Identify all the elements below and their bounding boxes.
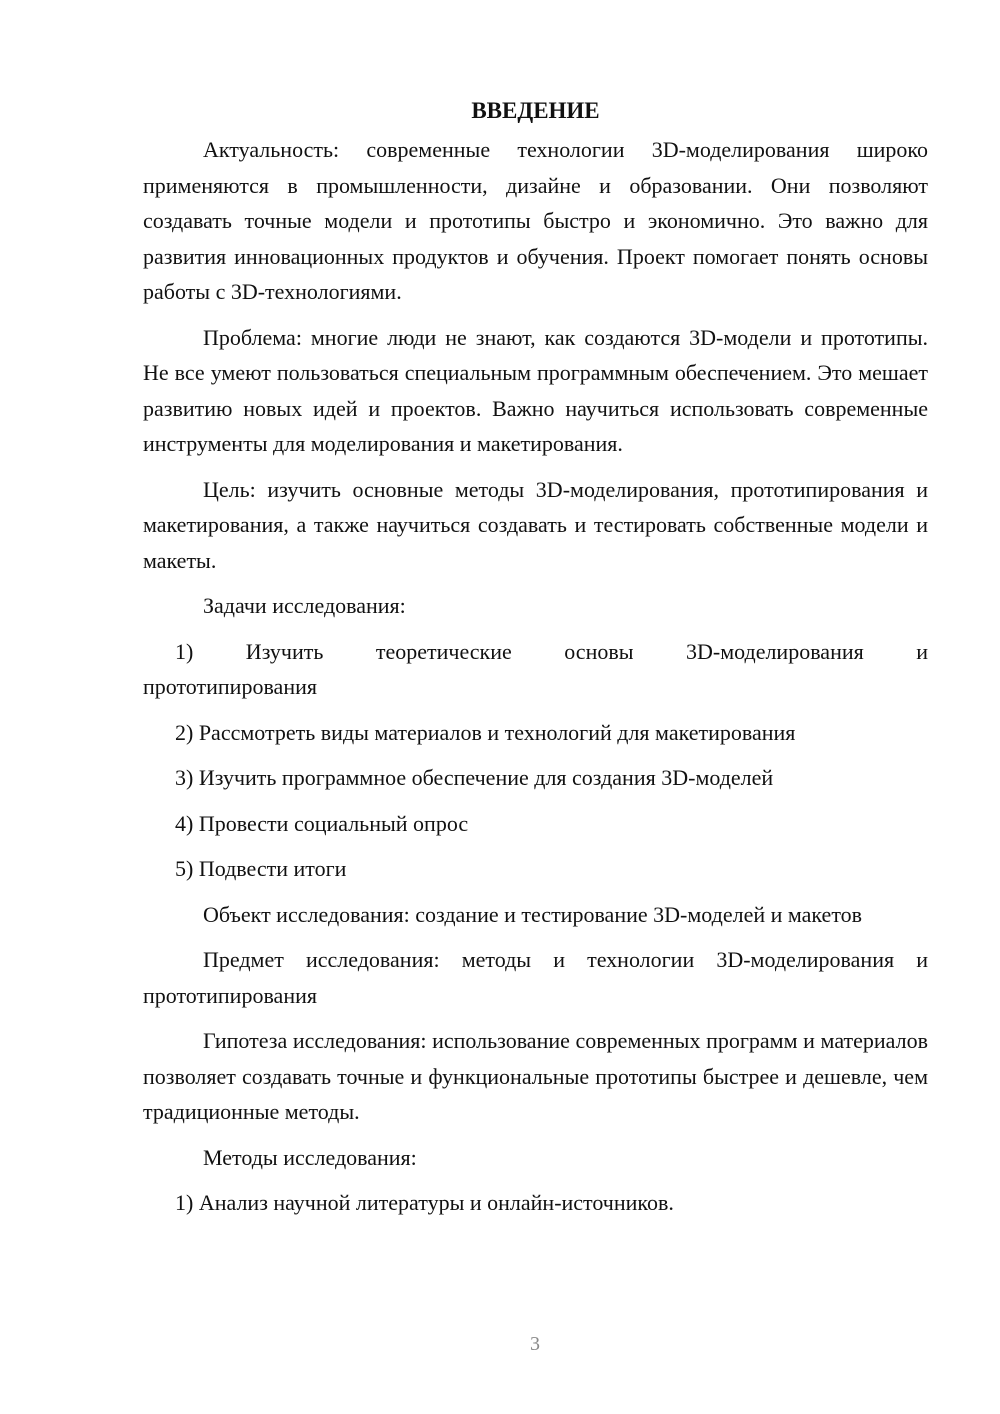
task-1-line-1: 1) Изучить теоретические основы 3D-моделирования и (175, 638, 928, 664)
section-heading: ВВЕДЕНИЕ (471, 98, 600, 123)
task-item-1 (143, 634, 928, 705)
object-paragraph: Объект исследования: создание и тестирование 3D-моделей и макетов (203, 901, 863, 927)
method-item-1: 1) Анализ научной литературы и онлайн-источников. (175, 1190, 674, 1215)
task-item-3: 3) Изучить программное обеспечение для создания 3D-моделей (175, 765, 774, 790)
goal-paragraph: Цель: изучить основные методы 3D-моделирования, прототипирования и макетирования, а также научиться создавать и тестировать собственные модели и макеты. (143, 476, 928, 573)
subject-paragraph: Предмет исследования: методы и технологии 3D-моделирования и прототипирования (143, 947, 928, 1008)
methods-title: Методы исследования: (203, 1144, 417, 1170)
document-page (143, 94, 928, 1231)
task-item-4: 4) Провести социальный опрос (175, 810, 469, 836)
tasks-title: Задачи исследования: (203, 593, 406, 618)
problem-paragraph: Проблема: многие люди не знают, как создаются 3D-модели и прототипы. Не все умеют пользоваться специальным программным обеспечением. Это мешает развитию новых идей и проектов. Важно научиться использовать современные инструменты для моделирования и макетирования. (143, 324, 928, 456)
page-number: 3 (530, 1333, 540, 1355)
task-item-5: 5) Подвести итоги (175, 856, 347, 881)
hypothesis-paragraph: Гипотеза исследования: использование современных программ и материалов позволяет создавать точные и функциональные прототипы быстрее и дешевле, чем традиционные методы. (143, 1028, 928, 1124)
relevance-paragraph: Актуальность: современные технологии 3D-моделирования широко применяются в промышленности, дизайне и образовании. Они позволяют создавать точные модели и прототипы быстро и экономично. Это важно для развития инновационных продуктов и обучения. Проект помогает понять основы работы с 3D-технологиями. (143, 137, 928, 304)
task-item-2: 2) Рассмотреть виды материалов и технологий для макетирования (175, 719, 796, 745)
task-1-line-2: прототипирования (143, 674, 317, 699)
